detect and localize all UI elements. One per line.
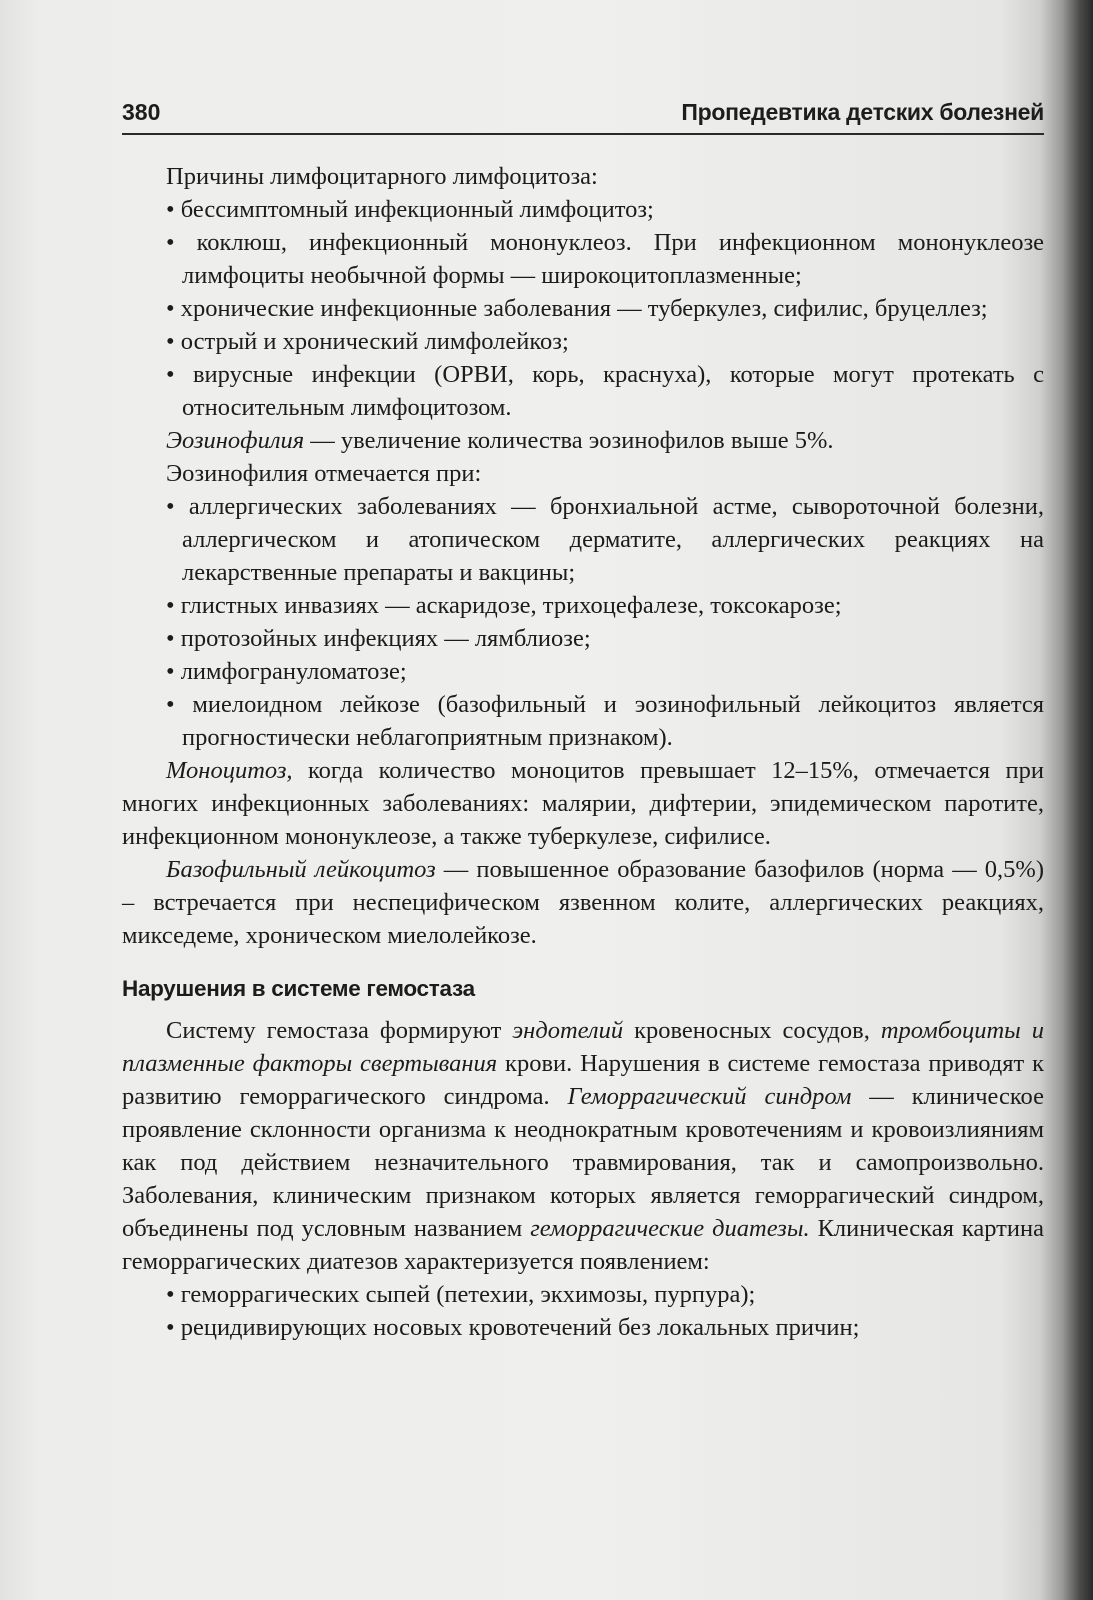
list-item: • аллергических заболеваниях — бронхиальной астме, сывороточной болезни, аллергическом и атопическом дерматите, аллергических реакциях на лекарственные препараты и вакцины; — [122, 490, 1044, 589]
monocytosis-paragraph — [122, 754, 1044, 853]
term-hemorrhagic-syndrome: Геморрагический синдром — [567, 1083, 852, 1110]
eosinophilia-definition — [122, 424, 1044, 457]
term-endothelium: эндотелий — [512, 1017, 624, 1044]
list-item: • лимфогрануломатозе; — [122, 655, 1044, 688]
text-run: крови. Нарушения в системе гемостаза приводят к развитию геморрагического синдрома. — [122, 1050, 1044, 1110]
lymphocytosis-heading: Причины лимфоцитарного лимфоцитоза: — [166, 163, 598, 190]
hemostasis-list — [122, 1278, 1044, 1344]
term-basophilic: Базофильный лейкоцитоз — [166, 856, 436, 883]
list-item: • миелоидном лейкозе (базофильный и эозинофильный лейкоцитоз является прогностически неблагоприятным признаком). — [122, 688, 1044, 754]
text-run: Клиническая картина геморрагических диатезов характеризуется появлением: — [122, 1215, 1044, 1275]
lymphocytosis-list — [122, 193, 1044, 424]
list-item: • рецидивирующих носовых кровотечений без локальных причин; — [122, 1311, 1044, 1344]
list-item: • вирусные инфекции (ОРВИ, корь, краснуха), которые могут протекать с относительным лимфоцитозом. — [122, 358, 1044, 424]
term-platelets-factors: тромбоциты и плазменные факторы свертывания — [122, 1017, 1044, 1077]
basophilic-paragraph — [122, 853, 1044, 952]
list-item: • хронические инфекционные заболевания — туберкулез, сифилис, бруцеллез; — [122, 292, 1044, 325]
term-eosinophilia: Эозинофилия — [166, 427, 305, 454]
term-monocytosis: Моноцитоз, — [166, 757, 293, 784]
page-number: 380 — [122, 99, 161, 125]
eosinophilia-text: — увеличение количества эозинофилов выше 5%. — [304, 427, 834, 454]
text-run: кровеносных сосудов, — [623, 1017, 881, 1044]
eosinophilia-list — [122, 490, 1044, 754]
text-run: Систему гемостаза формируют — [166, 1017, 513, 1044]
list-item: • геморрагических сыпей (петехии, экхимозы, пурпура); — [122, 1278, 1044, 1311]
text-run: — клиническое проявление склонности организма к неоднократным кровотечениям и кровоизлияниям как под действием незначительного травмирования, так и самопроизвольно. Заболевания, клиническим признаком которых является геморрагический синдром, объединены под условным названием — [122, 1083, 1044, 1242]
list-item: • протозойных инфекциях — лямблиозе; — [122, 622, 1044, 655]
list-item: • бессимптомный инфекционный лимфоцитоз; — [122, 193, 1044, 226]
basophilic-text: — повышенное образование базофилов (норма — 0,5%) – встречается при неспецифическом язвенном колите, аллергических реакциях, микседеме, хроническом миелолейкозе. — [122, 856, 1044, 949]
term-hemorrhagic-diatheses: геморрагические диатезы. — [530, 1215, 810, 1242]
page-header — [122, 99, 1044, 135]
hemostasis-paragraph — [122, 1014, 1044, 1278]
eosinophilia-intro: Эозинофилия отмечается при: — [166, 460, 482, 487]
monocytosis-text: когда количество моноцитов превышает 12–15%, отмечается при многих инфекционных заболеваниях: малярии, дифтерии, эпидемическом паротите, инфекционном мононуклеозе, а также туберкулезе, сифилисе. — [122, 757, 1044, 850]
list-item: • глистных инвазиях — аскаридозе, трихоцефалезе, токсокарозе; — [122, 589, 1044, 622]
section-title: Нарушения в системе гемостаза — [122, 976, 475, 1001]
list-item: • коклюш, инфекционный мононуклеоз. При инфекционном мононуклеозе лимфоциты необычной формы — широкоцитоплазменные; — [122, 226, 1044, 292]
list-item: • острый и хронический лимфолейкоз; — [122, 325, 1044, 358]
running-head: Пропедевтика детских болезней — [681, 99, 1044, 125]
page-body — [122, 160, 1044, 1344]
